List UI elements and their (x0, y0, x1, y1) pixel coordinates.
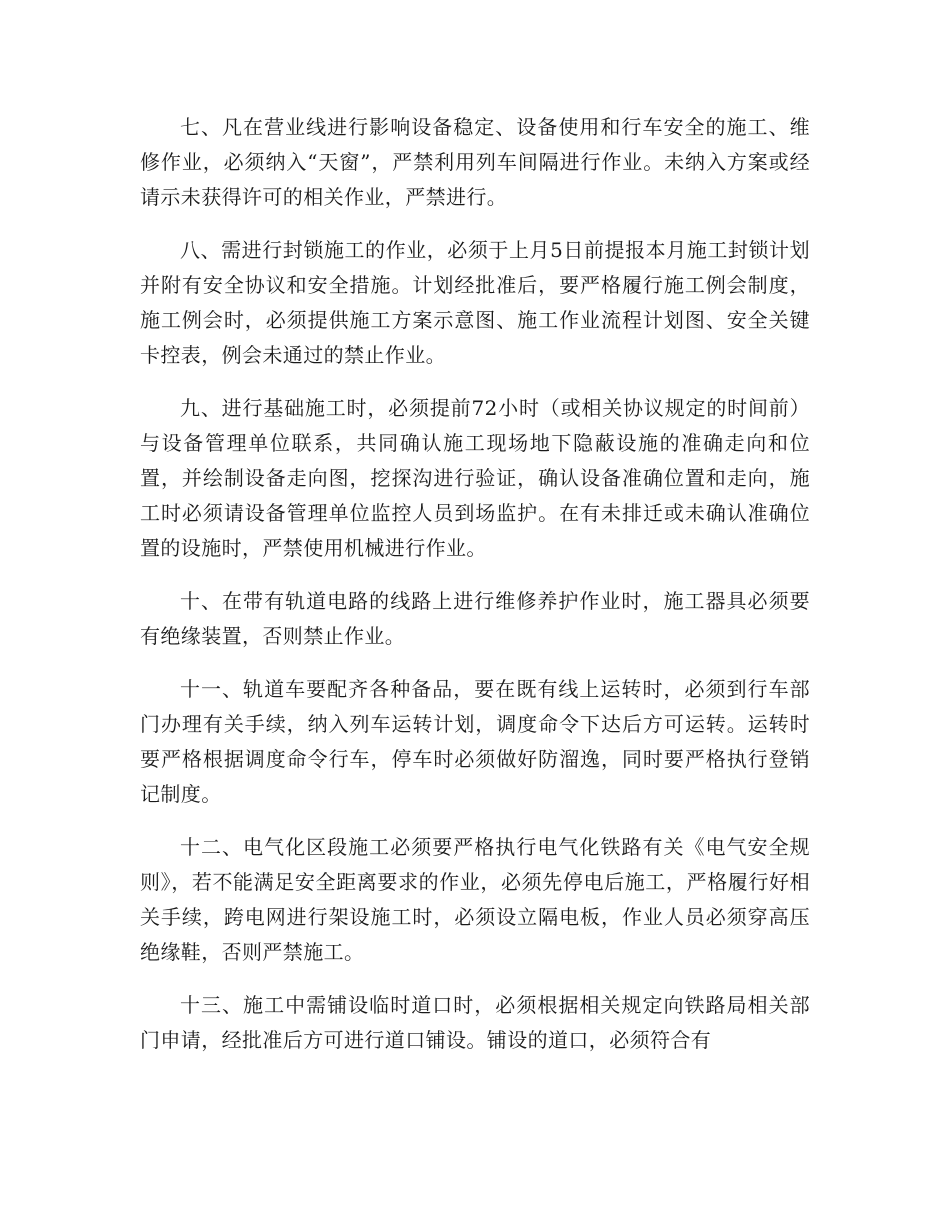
paragraph-7: 七、凡在营业线进行影响设备稳定、设备使用和行车安全的施工、维修作业，必须纳入“天窗”，严禁利用列车间隔进行作业。未纳入方案或经请示未获得许可的相关作业，严禁进行。 (140, 115, 810, 209)
document-body (140, 110, 810, 1076)
paragraph-11: 十一、轨道车要配齐各种备品，要在既有线上运转时，必须到行车部门办理有关手续，纳入列车运转计划，调度命令下达后方可运转。运转时要严格根据调度命令行车，停车时必须做好防溜逸，同时要严格执行登销记制度。 (140, 677, 810, 806)
paragraph-13: 十三、施工中需铺设临时道口时，必须根据相关规定向铁路局相关部门申请，经批准后方可进行道口铺设。铺设的道口，必须符合有 (140, 993, 810, 1052)
paragraph-12: 十二、电气化区段施工必须要严格执行电气化铁路有关《电气安全规则》，若不能满足安全距离要求的作业，必须先停电后施工，严格履行好相关手续，跨电网进行架设施工时，必须设立隔电板，作业人员必须穿高压绝缘鞋，否则严禁施工。 (140, 835, 810, 964)
paragraph-9: 九、进行基础施工时，必须提前72小时（或相关协议规定的时间前）与设备管理单位联系，共同确认施工现场地下隐蔽设施的准确走向和位置，并绘制设备走向图，挖探沟进行验证，确认设备准确位置和走向，施工时必须请设备管理单位监控人员到场监护。在有未排迁或未确认准确位置的设施时，严禁使用机械进行作业。 (140, 396, 810, 560)
paragraph-10: 十、在带有轨道电路的线路上进行维修养护作业时，施工器具必须要有绝缘装置，否则禁止作业。 (140, 589, 810, 648)
paragraph-8: 八、需进行封锁施工的作业，必须于上月5日前提报本月施工封锁计划并附有安全协议和安全措施。计划经批准后，要严格履行施工例会制度，施工例会时，必须提供施工方案示意图、施工作业流程计划图、安全关键卡控表，例会未通过的禁止作业。 (140, 238, 810, 367)
